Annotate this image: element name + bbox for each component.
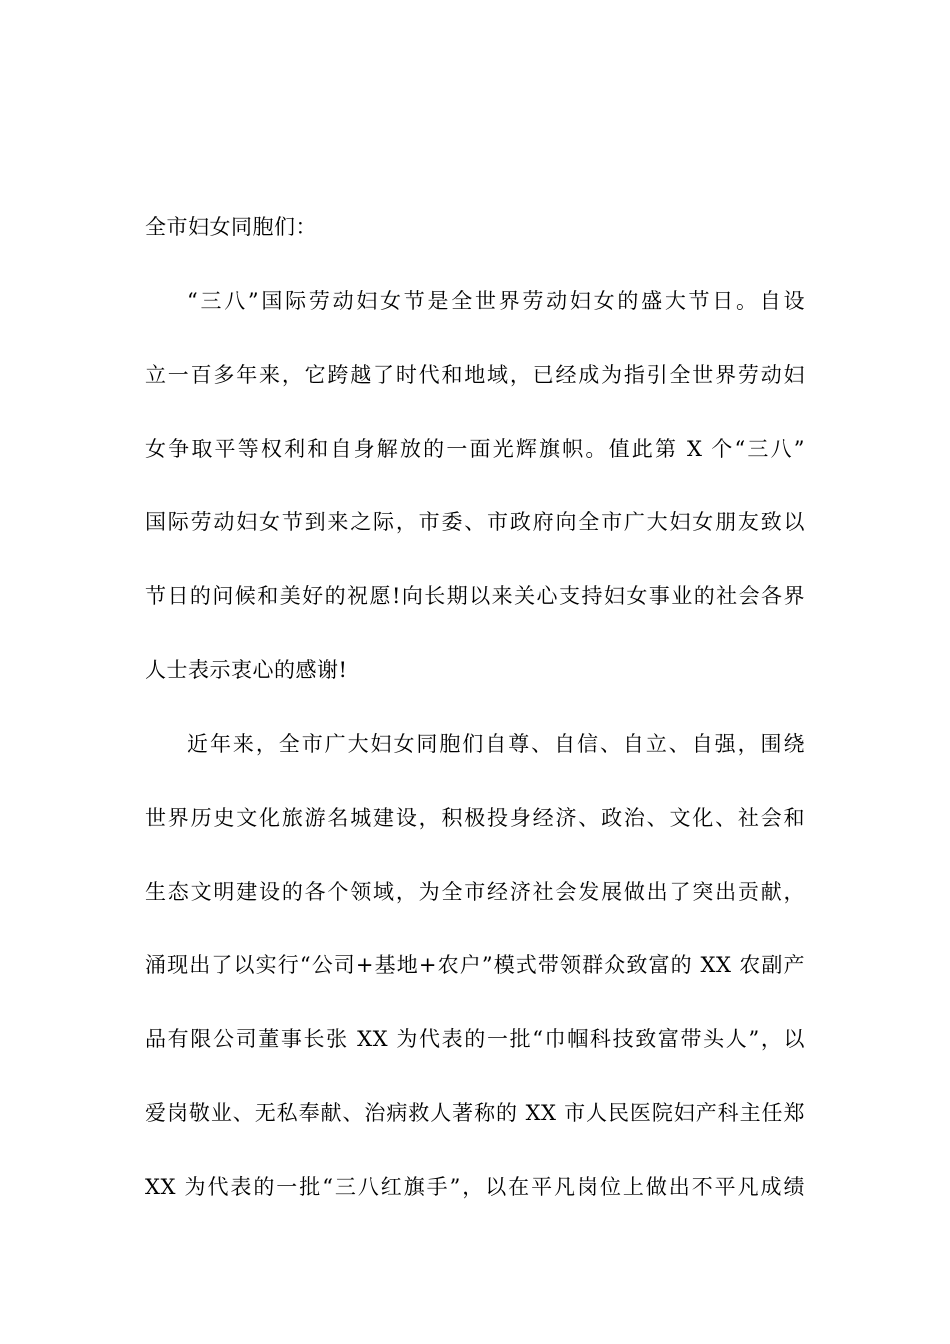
paragraph-line: 爱岗敬业、无私奉献、治病救人著称的 XX 市人民医院妇产科主任郑 <box>145 1101 805 1125</box>
paragraph-line: 人士表示衷心的感谢! <box>145 658 348 682</box>
paragraph-line: 女争取平等权利和自身解放的一面光辉旗帜。值此第 X 个“三八” <box>145 437 805 461</box>
paragraph-line: 涌现出了以实行“公司+基地+农户”模式带领群众致富的 XX 农副产 <box>145 953 805 977</box>
paragraph-line: 品有限公司董事长张 XX 为代表的一批“巾帼科技致富带头人”，以 <box>145 1027 805 1051</box>
paragraph-line: XX 为代表的一批“三八红旗手”，以在平凡岗位上做出不平凡成绩 <box>145 1175 805 1199</box>
paragraph-line: 近年来，全市广大妇女同胞们自尊、自信、自立、自强，围绕 <box>187 732 805 756</box>
paragraph-line: 世界历史文化旅游名城建设，积极投身经济、政治、文化、社会和 <box>145 806 805 830</box>
salutation: 全市妇女同胞们： <box>145 215 317 239</box>
paragraph-line: 节日的问候和美好的祝愿!向长期以来关心支持妇女事业的社会各界 <box>145 584 805 608</box>
paragraph-line: “三八”国际劳动妇女节是全世界劳动妇女的盛大节日。自设 <box>187 289 805 313</box>
paragraph-line: 立一百多年来，它跨越了时代和地域，已经成为指引全世界劳动妇 <box>145 363 805 387</box>
paragraph-line: 生态文明建设的各个领域，为全市经济社会发展做出了突出贡献， <box>145 880 805 904</box>
paragraph-line: 国际劳动妇女节到来之际，市委、市政府向全市广大妇女朋友致以 <box>145 510 805 534</box>
